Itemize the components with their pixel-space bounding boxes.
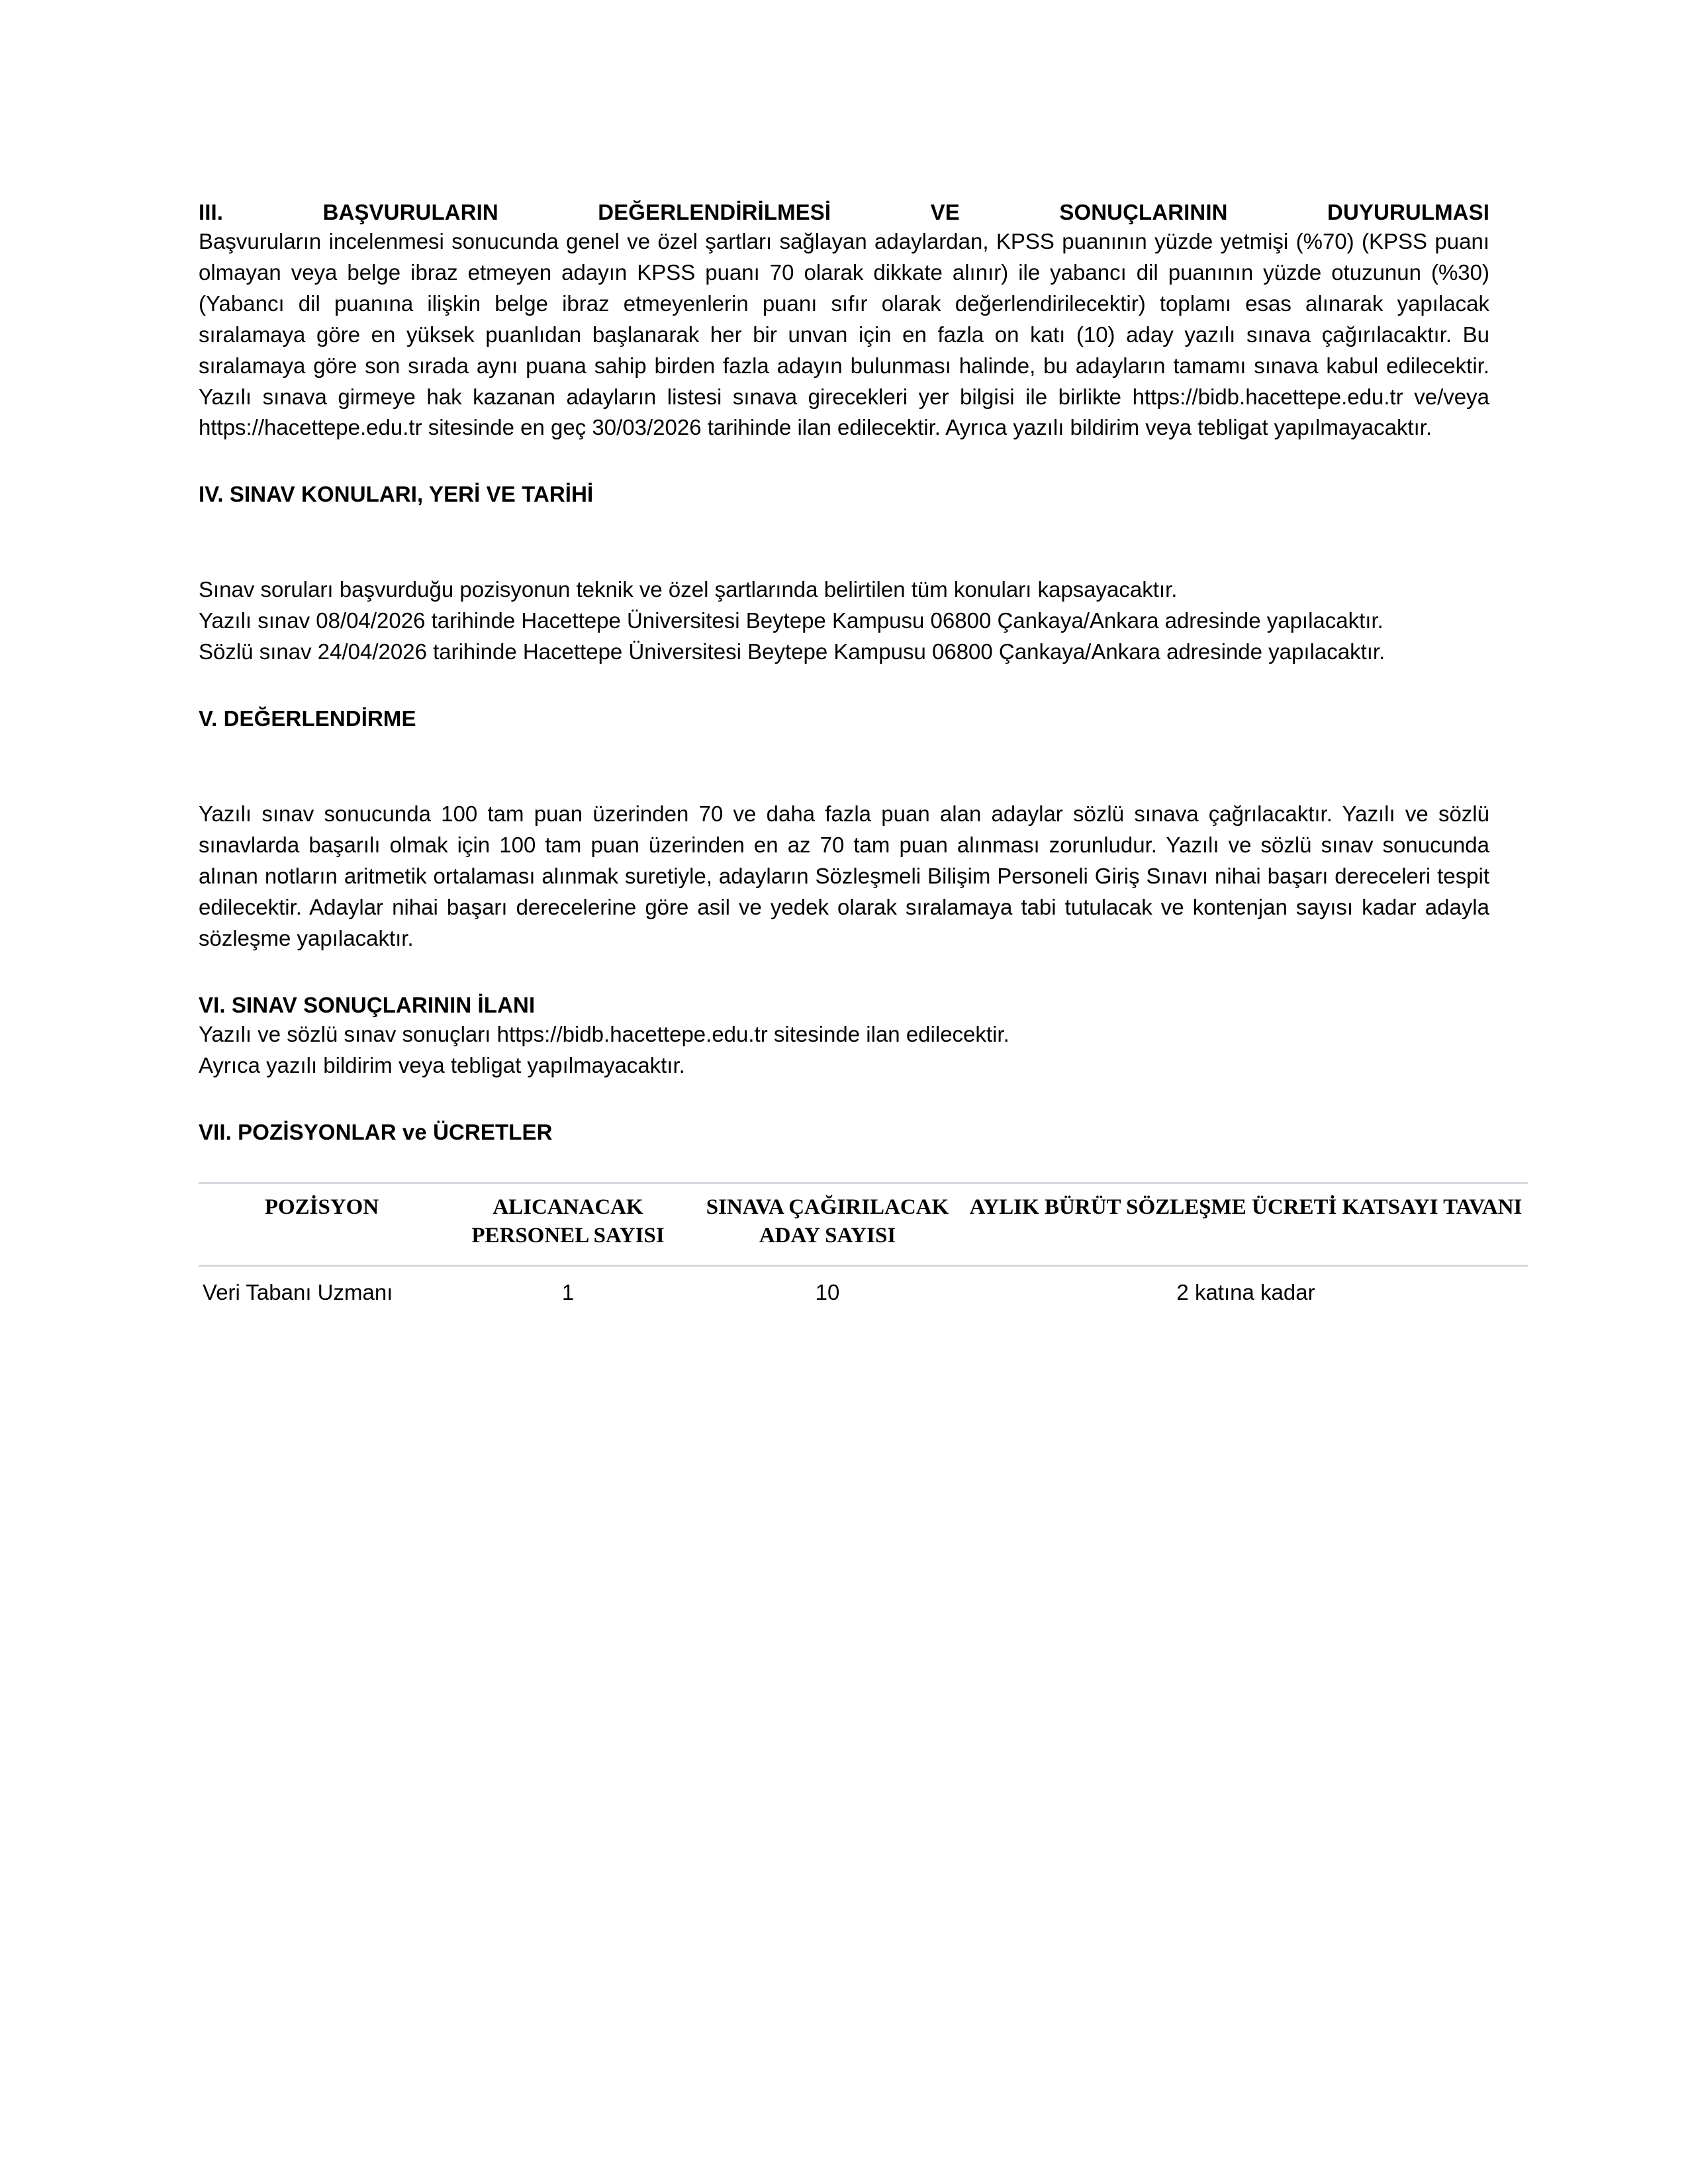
spacer <box>199 668 1489 705</box>
section-5-body: Yazılı sınav sonucunda 100 tam puan üzerinden 70 ve daha fazla puan alan adaylar sözlü sınava çağrılacaktır. Yazılı ve sözlü sınavlarda başarılı olmak için 100 tam puan üzerinden en az 70 tam puan alınması zorunludur. Yazılı ve sözlü sınav sonucunda alınan notların aritmetik ortalaması alınmak suretiyle, adayların Sözleşmeli Bilişim Personeli Giriş Sınavı nihai başarı dereceleri tespit edilecektir. Adaylar nihai başarı derecelerine göre asil ve yedek olarak sıralamaya tabi tutulacak ve kontenjan sayısı kadar adayla sözleşme yapılacaktır. <box>199 801 1489 950</box>
table-header-row <box>199 1183 1528 1265</box>
section-4-line-1: Sınav soruları başvurduğu pozisyonun teknik ve özel şartlarında belirtilen tüm konuları kapsayacaktır. <box>199 577 1178 602</box>
spacer <box>199 954 1489 991</box>
column-header-candidate-count: SINAVA ÇAĞIRILACAK ADAY SAYISI <box>691 1183 964 1265</box>
positions-and-fees-table <box>199 1182 1528 1315</box>
spacer <box>199 1081 1489 1118</box>
table-row <box>199 1265 1528 1314</box>
section-6-line-1: Yazılı ve sözlü sınav sonuçları https://bidb.hacettepe.edu.tr sitesinde ilan edilecektir. <box>199 1021 1009 1046</box>
cell-monthly-fee: 2 katına kadar <box>1176 1279 1315 1304</box>
section-4-heading: IV. SINAV KONULARI, YERİ VE TARİHİ <box>199 482 594 507</box>
spacer <box>199 443 1489 480</box>
cell-position: Veri Tabanı Uzmanı <box>203 1279 393 1304</box>
cell-candidate-count: 10 <box>815 1279 840 1304</box>
spacer <box>199 733 1489 799</box>
column-header-personnel-count: ALICANACAK PERSONEL SAYISI <box>445 1183 691 1265</box>
column-header-monthly-fee: AYLIK BÜRÜT SÖZLEŞME ÜCRETİ KATSAYI TAVANI <box>964 1183 1528 1265</box>
table-header <box>199 1183 1528 1265</box>
section-6-heading: VI. SINAV SONUÇLARININ İLANI <box>199 992 536 1017</box>
table-body <box>199 1265 1528 1314</box>
section-4-line-3: Sözlü sınav 24/04/2026 tarihinde Hacettepe Üniversitesi Beytepe Kampusu 06800 Çankaya/Ankara adresinde yapılacaktır. <box>199 639 1385 664</box>
spacer <box>199 508 1489 574</box>
column-header-position: POZİSYON <box>199 1183 445 1265</box>
section-7-heading: VII. POZİSYONLAR ve ÜCRETLER <box>199 1119 553 1144</box>
cell-personnel-count: 1 <box>561 1279 575 1304</box>
section-5-heading: V. DEĞERLENDİRME <box>199 706 416 731</box>
section-6-line-2: Ayrıca yazılı bildirim veya tebligat yapılmayacaktır. <box>199 1052 685 1077</box>
section-4-line-2: Yazılı sınav 08/04/2026 tarihinde Hacettepe Üniversitesi Beytepe Kampusu 06800 Çankaya/Ankara adresinde yapılacaktır. <box>199 608 1383 633</box>
section-3-body: Başvuruların incelenmesi sonucunda genel ve özel şartları sağlayan adaylardan, KPSS puanının yüzde yetmişi (%70) (KPSS puanı olmayan veya belge ibraz etmeyen adayın KPSS puanı 70 olarak dikkate alınır) ile yabancı dil puanının yüzde otuzunun (%30) (Yabancı dil puanına ilişkin belge ibraz etmeyenlerin puanı sıfır olarak değerlendirilecektir) toplamı esas alınarak yapılacak sıralamaya göre en yüksek puanlıdan başlanarak her bir unvan için en fazla on katı (10) aday yazılı sınava çağırılacaktır. Bu sıralamaya göre son sırada aynı puana sahip birden fazla adayın bulunması halinde, bu adayların tamamı sınava kabul edilecektir. Yazılı sınava girmeye hak kazanan adayların listesi sınava girecekleri yer bilgisi ile birlikte https://bidb.hacettepe.edu.tr ve/veya https://hacettepe.edu.tr sitesinde en geç 30/03/2026 tarihinde ilan edilecektir. Ayrıca yazılı bildirim veya tebligat yapılmayacaktır. <box>199 229 1489 440</box>
section-3-heading: III. BAŞVURULARIN DEĞERLENDİRİLMESİ VE SONUÇLARININ DUYURULMASI <box>199 200 1489 224</box>
